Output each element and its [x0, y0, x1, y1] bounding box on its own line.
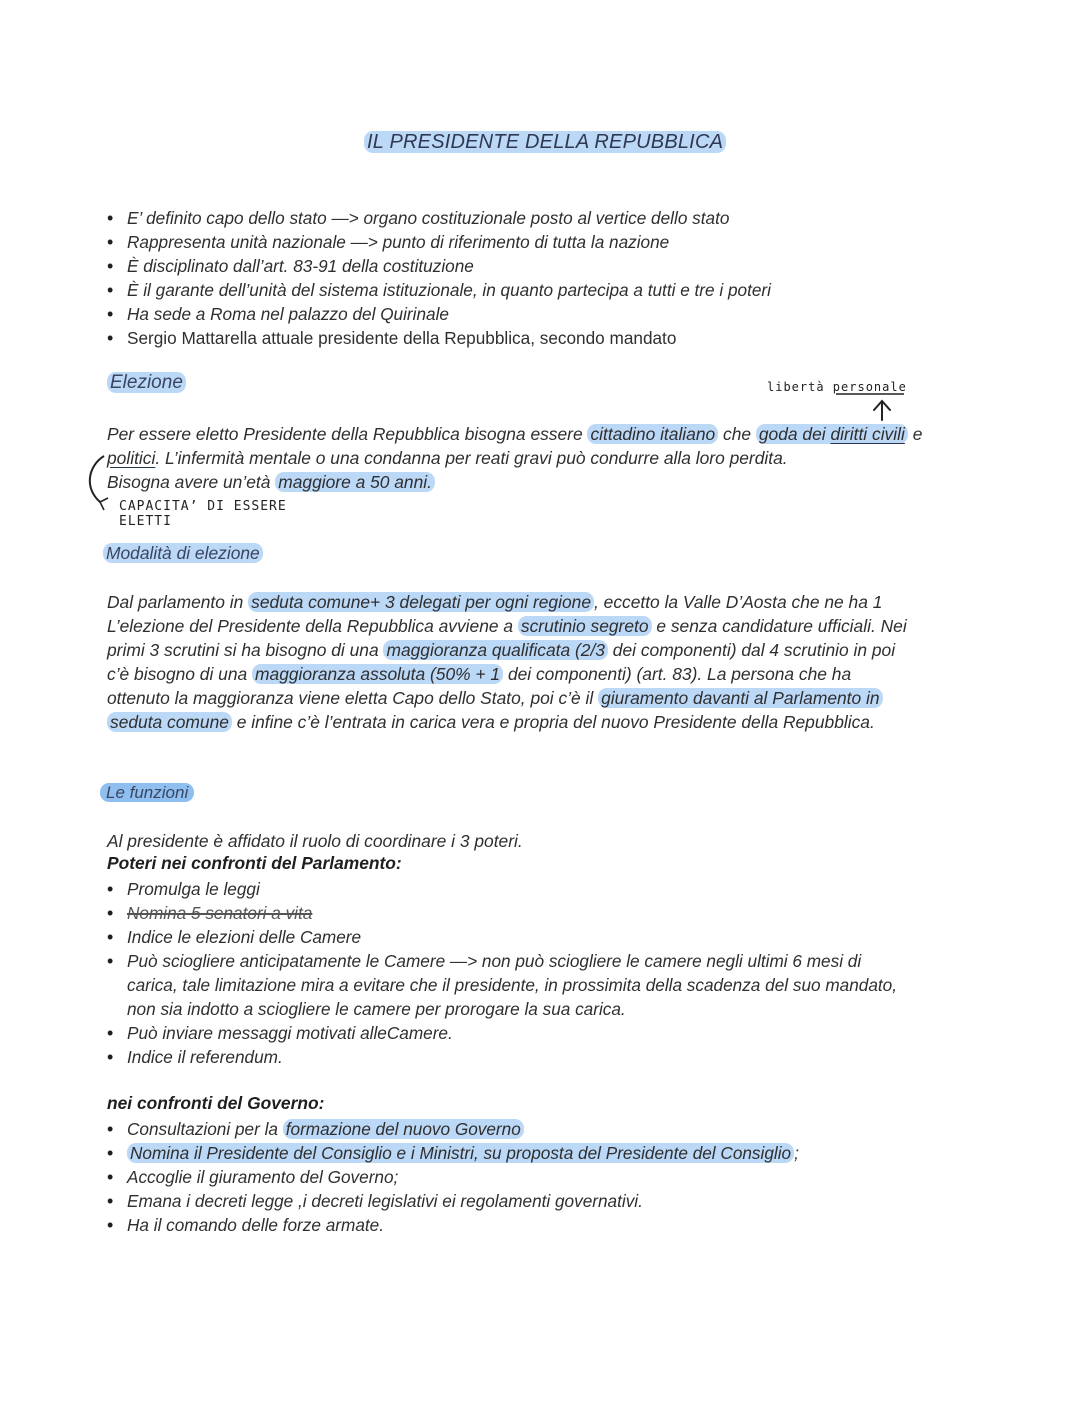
section-heading-text: Modalità di elezione	[103, 543, 263, 563]
section-heading-modalita	[103, 543, 263, 564]
paragraph-line: ottenuto la maggioranza viene eletta Capo dello Stato, poi c’è il giuramento davanti al Parlamento in	[107, 686, 987, 710]
handwritten-margin-note	[119, 499, 287, 529]
paragraph-line: Bisogna avere un’età maggiore a 50 anni.	[107, 470, 977, 494]
list-item: • Ha il comando delle forze armate.	[107, 1213, 799, 1237]
list-item: • Rappresenta unità nazionale —> punto di riferimento di tutta la nazione	[107, 230, 771, 254]
list-item: • Sergio Mattarella attuale presidente della Repubblica, secondo mandato	[107, 326, 771, 350]
title-text: IL PRESIDENTE DELLA REPUBBLICA	[364, 131, 726, 153]
handwritten-line: ELETTI	[119, 514, 172, 529]
list-item: • Nomina il Presidente del Consiglio e i Ministri, su proposta del Presidente del Consiglio ;	[107, 1141, 799, 1165]
section-heading-text: Elezione	[107, 372, 186, 393]
list-item: • Indice il referendum.	[107, 1045, 897, 1069]
funzioni-intro	[107, 829, 977, 853]
list-item: • Ha sede a Roma nel palazzo del Quirinale	[107, 302, 771, 326]
intro-bullet-list	[107, 206, 771, 350]
paragraph-line: Dal parlamento in seduta comune+ 3 delegati per ogni regione , eccetto la Valle D’Aosta che ne ha 1	[107, 592, 883, 612]
section-heading-text: Le funzioni	[100, 783, 194, 802]
list-item: • E’ definito capo dello stato —> organo costituzionale posto al vertice dello stato	[107, 206, 771, 230]
bracket-arrow-icon	[100, 498, 108, 510]
list-item: • Può inviare messaggi motivati alleCamere.	[107, 1021, 897, 1045]
paragraph-line: Per essere eletto Presidente della Repubblica bisogna essere cittadino italiano che goda dei diritti civili e	[107, 424, 923, 444]
paragraph-line: c’è bisogno di una maggioranza assoluta (50% + 1 dei componenti) (art. 83). La persona che ha	[107, 664, 852, 684]
bracket-mark	[90, 456, 104, 502]
list-item: • Può sciogliere anticipatamente le Camere —> non può sciogliere le camere negli ultimi 6 mesi di carica, tale limitazione mira a evitare che il presidente, in prossimita della scadenza del suo mandato, non sia indotto a sciogliere le camere per prorogare la sua carica.	[107, 949, 897, 1021]
list-item: • Consultazioni per la formazione del nuovo Governo	[107, 1117, 799, 1141]
paragraph-line: politici. L’infermità mentale o una condanna per reati gravi può condurre alla loro perdita.	[107, 448, 788, 468]
arrow-up-icon	[874, 401, 890, 420]
governo-bullet-list	[107, 1117, 799, 1237]
parlamento-bullet-list	[107, 877, 897, 1069]
list-item: • È il garante dell’unità del sistema istituzionale, in quanto partecipa a tutti e tre i poteri	[107, 278, 771, 302]
paragraph-line: primi 3 scrutini si ha bisogno di una maggioranza qualificata (2/3 dei componenti) dal 4 scrutinio in poi	[107, 640, 896, 660]
list-item: • Emana i decreti legge ,i decreti legislativi ei regolamenti governativi.	[107, 1189, 799, 1213]
list-item: • Indice le elezioni delle Camere	[107, 925, 897, 949]
paragraph-line: L’elezione del Presidente della Repubblica avviene a scrutinio segreto e senza candidature ufficiali. Nei	[107, 616, 907, 636]
paragraph-line: Al presidente è affidato il ruolo di coordinare i 3 poteri.	[107, 831, 523, 851]
paragraph-elezione	[107, 422, 977, 494]
handwritten-note: libertà personale	[767, 380, 907, 394]
subheading-governo: nei confronti del Governo:	[107, 1093, 325, 1113]
list-item: • Promulga le leggi	[107, 877, 897, 901]
section-heading-funzioni	[100, 783, 194, 803]
list-item: • Nomina 5 senatori a vita	[107, 901, 897, 925]
paragraph-modalita	[107, 590, 987, 734]
paragraph-line: seduta comune e infine c’è l’entrata in carica vera e propria del nuovo Presidente della Repubblica.	[107, 710, 987, 734]
subheading-parlamento: Poteri nei confronti del Parlamento:	[107, 853, 402, 873]
list-item: • È disciplinato dall’art. 83-91 della costituzione	[107, 254, 771, 278]
section-heading-elezione	[107, 372, 186, 394]
list-item: • Accoglie il giuramento del Governo;	[107, 1165, 799, 1189]
handwritten-line: CAPACITA’ DI ESSERE	[119, 499, 287, 514]
page-title	[364, 131, 726, 154]
